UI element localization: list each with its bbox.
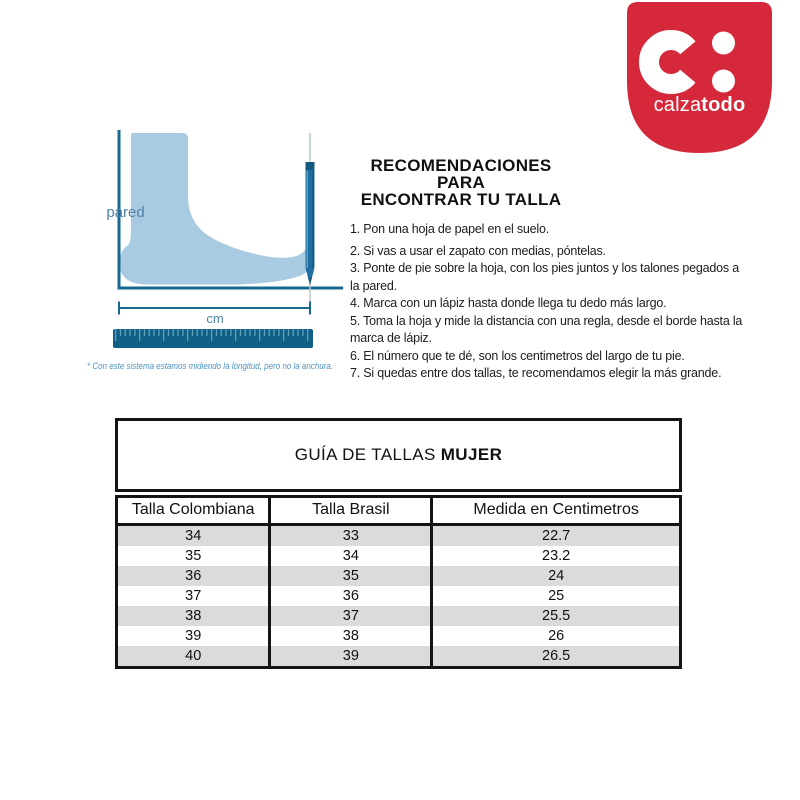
size-table-row (117, 566, 681, 586)
size-table-cell: 34 (270, 546, 432, 566)
logo-colon-dot-top (712, 32, 735, 55)
size-table-cell: 22.7 (432, 525, 681, 547)
size-table-title-regular: GUÍA DE TALLAS (294, 445, 436, 464)
foot-silhouette (119, 133, 311, 285)
step-item-5: 5. Toma la hoja y mide la distancia con una regla, desde el borde hasta la marca de lápiz. (350, 313, 743, 345)
size-table-cell: 26.5 (432, 646, 681, 668)
pencil-icon (306, 162, 315, 285)
brand-name-regular: calza (653, 94, 702, 116)
brand-name-bold: todo (701, 94, 746, 116)
step-item-6: 6. El número que te dé, son los centimetros del largo de tu pie. (350, 348, 685, 363)
step-item-7: 7. Si quedas entre dos tallas, te recomendamos elegir la más grande. (350, 366, 722, 380)
logo-colon-dot-bottom (712, 70, 735, 93)
size-table-header-talla-colombiana: Talla Colombiana (117, 497, 270, 525)
size-guide-table (115, 418, 682, 669)
cm-label: cm (206, 311, 224, 326)
size-table-cell: 35 (270, 566, 432, 586)
recommendations-steps (350, 221, 750, 383)
size-table-cell: 36 (117, 566, 270, 586)
size-table-cell: 40 (117, 646, 270, 668)
size-table-cell: 37 (270, 606, 432, 626)
size-table-header-talla-brasil: Talla Brasil (270, 497, 432, 525)
size-table-row (117, 626, 681, 646)
size-table-cell: 39 (270, 646, 432, 668)
ruler-icon (113, 329, 313, 348)
measurement-footnote: * Con este sistema estamos midiendo la longitud, pero no la anchura. (87, 361, 333, 372)
step-item-4: 4. Marca con un lápiz hasta donde llega tu dedo más largo. (350, 296, 667, 310)
size-table-cell: 23.2 (432, 546, 681, 566)
size-table-row (117, 606, 681, 626)
step-item-3: 3. Ponte de pie sobre la hoja, con los pies juntos y los talones pegados a la pared. (350, 261, 739, 293)
brand-name (627, 94, 772, 117)
size-table-cell: 37 (117, 586, 270, 606)
size-table-cell: 33 (270, 525, 432, 547)
brand-logo-badge (627, 2, 772, 153)
size-table-cell: 24 (432, 566, 681, 586)
size-table-row (117, 525, 681, 547)
size-table-grid (115, 495, 682, 669)
size-table-cell: 35 (117, 546, 270, 566)
step-item-1: 1. Pon una hoja de papel en el suelo. (350, 222, 550, 236)
size-table-cell: 34 (117, 525, 270, 547)
wall-label: pared (106, 204, 145, 221)
recommendations-title-line2: ENCONTRAR TU TALLA (360, 190, 562, 209)
size-table-cell: 39 (117, 626, 270, 646)
size-table-title (115, 418, 682, 492)
brand-mark-icon (627, 2, 772, 153)
foot-measurement-diagram (60, 124, 360, 386)
size-table-row (117, 546, 681, 566)
size-table-cell: 25 (432, 586, 681, 606)
recommendations-title (350, 157, 572, 208)
size-table-cell: 38 (117, 606, 270, 626)
size-table-cell: 26 (432, 626, 681, 646)
size-table-cell: 38 (270, 626, 432, 646)
size-table-header-row (117, 497, 681, 525)
size-table-cell: 36 (270, 586, 432, 606)
size-table-title-bold: MUJER (440, 445, 503, 464)
size-table-row (117, 646, 681, 668)
recommendations-title-line1: RECOMENDACIONES PARA (370, 156, 552, 192)
size-table-header-medida-cm: Medida en Centimetros (432, 497, 681, 525)
size-table-row (117, 586, 681, 606)
step-item-2: 2. Si vas a usar el zapato con medias, póntelas. (350, 243, 606, 258)
size-table-cell: 25.5 (432, 606, 681, 626)
